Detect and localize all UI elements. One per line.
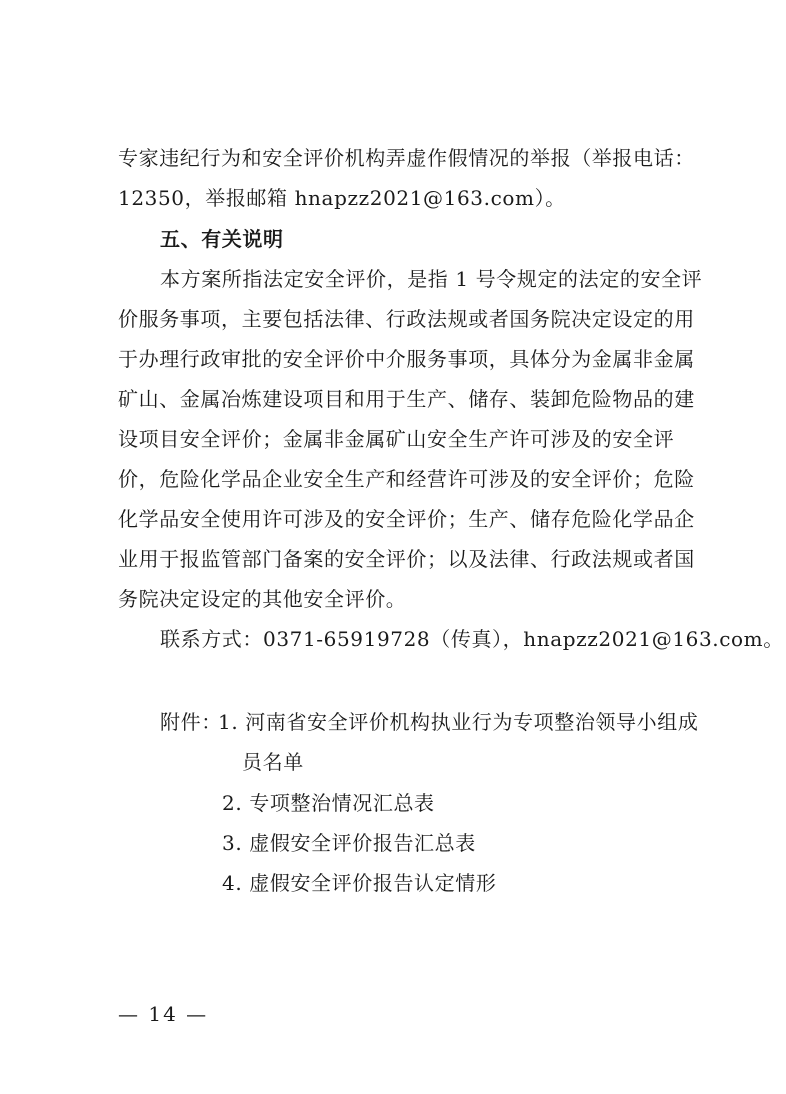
attachment-item: 员名单: [242, 750, 304, 774]
paragraph-line: 化学品安全使用许可涉及的安全评价；生产、储存危险化学品企: [118, 507, 695, 531]
section-heading: 五、有关说明: [160, 227, 284, 251]
paragraph-line: 本方案所指法定安全评价，是指 1 号令规定的法定的安全评: [160, 267, 703, 291]
paragraph-line: 12350，举报邮箱 hnapzz2021@163.com）。: [118, 186, 566, 210]
paragraph-line: 价，危险化学品企业安全生产和经营许可涉及的安全评价；危险: [118, 467, 695, 491]
attachment-item: 3. 虚假安全评价报告汇总表: [222, 831, 476, 855]
paragraph-line: 专家违纪行为和安全评价机构弄虚作假情况的举报（举报电话：: [118, 146, 695, 170]
paragraph-line: 业用于报监管部门备案的安全评价；以及法律、行政法规或者国: [118, 547, 695, 571]
page-number: — 14 —: [118, 1002, 209, 1026]
attachment-item: 2. 专项整治情况汇总表: [222, 791, 435, 815]
attachment-item: 4. 虚假安全评价报告认定情形: [222, 871, 497, 895]
paragraph-line: 价服务事项，主要包括法律、行政法规或者国务院决定设定的用: [118, 307, 695, 331]
attachment-item: 1. 河南省安全评价机构执业行为专项整治领导小组成: [218, 710, 699, 734]
contact-line: 联系方式：0371-65919728（传真），hnapzz2021@163.com。: [160, 627, 784, 651]
paragraph-line: 矿山、金属冶炼建设项目和用于生产、储存、装卸危险物品的建: [118, 387, 695, 411]
paragraph-line: 设项目安全评价；金属非金属矿山安全生产许可涉及的安全评: [118, 427, 675, 451]
attachments-label: 附件：: [160, 710, 222, 734]
paragraph-line: 务院决定设定的其他安全评价。: [118, 587, 407, 611]
paragraph-line: 于办理行政审批的安全评价中介服务事项，具体分为金属非金属: [118, 347, 695, 371]
